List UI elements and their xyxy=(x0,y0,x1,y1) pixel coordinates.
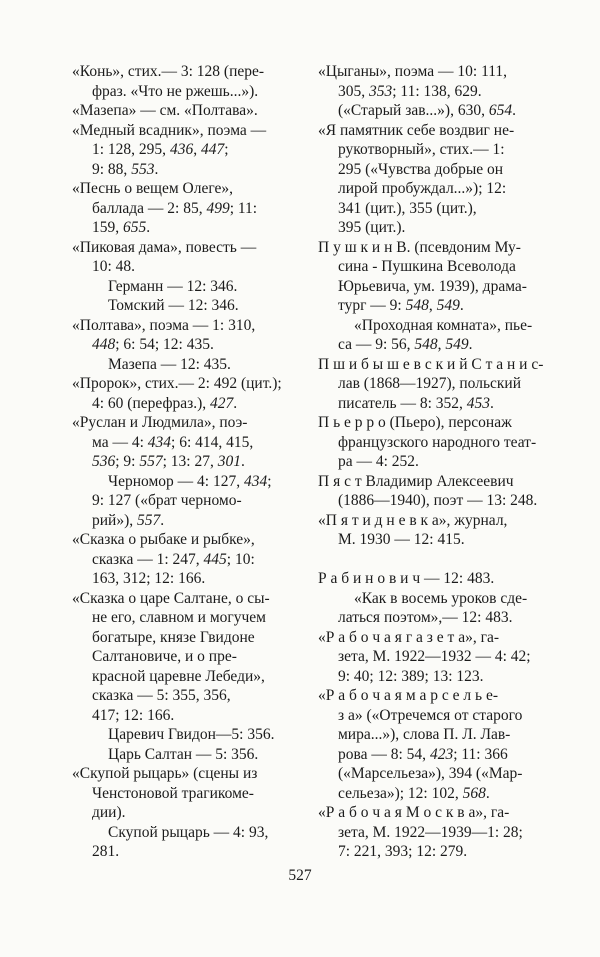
index-line: П ш и б ы ш е в с к и й С т а н и с- xyxy=(318,355,544,373)
index-line: «Сказка о царе Салтане, о сы- xyxy=(72,589,270,607)
index-line: 536; 9: 557; 13: 27, 301. xyxy=(92,453,245,470)
index-line: «Р а б о ч а я м а р с е л ь е- xyxy=(318,687,498,704)
index-line: 10: 48. xyxy=(92,258,136,275)
index-line: 448; 6: 54; 12: 435. xyxy=(92,336,214,353)
index-line: «Как в восемь уроков сде- xyxy=(354,589,528,607)
index-line: 163, 312; 12: 166. xyxy=(92,570,206,587)
index-line: «Р а б о ч а я г а з е т а», га- xyxy=(318,628,499,646)
index-line: «Цыганы», поэма — 10: 111, xyxy=(318,63,508,80)
index-line: Салтановиче, и о пре- xyxy=(92,648,237,665)
index-line: «Медный всадник», поэма — xyxy=(72,121,267,139)
index-line: 9: 40; 12: 389; 13: 123. xyxy=(338,667,484,685)
index-line: рий»), 557. xyxy=(92,511,165,529)
index-line: богатыре, князе Гвидоне xyxy=(92,628,255,646)
index-line: зета, М. 1922—1932 — 4: 42; xyxy=(338,648,531,665)
index-line: «Полтава», поэма — 1: 310, xyxy=(72,316,256,334)
index-line: 341 (цит.), 355 (цит.), xyxy=(338,199,477,217)
index-line: П у ш к и н В. (псевдоним Му- xyxy=(318,238,521,256)
index-line: 395 (цит.). xyxy=(338,219,406,236)
index-line: «Песнь о вещем Олеге», xyxy=(72,180,234,197)
index-line: Мазепа — 12: 435. xyxy=(108,355,231,373)
index-line: 159, 655. xyxy=(92,219,151,236)
index-line: «Р а б о ч а я М о с к в а», га- xyxy=(318,804,510,821)
index-line: красной царевне Лебеди», xyxy=(92,667,265,685)
index-line: «П я т и д н е в к а», журнал, xyxy=(318,511,508,529)
index-line: баллада — 2: 85, 499; 11: xyxy=(92,199,258,217)
index-line: (1886—1940), поэт — 13: 248. xyxy=(338,492,538,509)
index-line: дии). xyxy=(92,804,126,821)
index-line: 9: 127 («брат черномо- xyxy=(92,492,242,509)
index-line: з а» («Отречемся от старого xyxy=(338,706,523,724)
index-line: 9: 88, 553. xyxy=(92,160,159,178)
index-line: 4: 60 (перефраз.), 427. xyxy=(92,394,238,412)
index-line: лав (1868—1927), польский xyxy=(338,375,522,392)
index-line: сина - Пушкина Всеволода xyxy=(338,258,516,275)
left-column xyxy=(72,62,306,862)
index-line: сельеза»); 12: 102, 568. xyxy=(338,784,490,802)
index-line: П я с т Владимир Алексеевич xyxy=(318,472,514,490)
index-line: 305, 353; 11: 138, 629. xyxy=(338,82,482,100)
index-line: писатель — 8: 352, 453. xyxy=(338,394,494,412)
index-line: не его, славном и могучем xyxy=(92,609,266,626)
index-line: Царь Салтан — 5: 356. xyxy=(108,745,259,763)
index-line: лирой пробуждал...»); 12: xyxy=(338,180,507,197)
index-line: 1: 128, 295, 436, 447; xyxy=(92,141,229,158)
index-line: Ченстоновой трагикоме- xyxy=(92,784,254,802)
index-line: Томский — 12: 346. xyxy=(108,297,239,314)
index-line: «Пиковая дама», повесть — xyxy=(72,238,257,256)
index-columns xyxy=(72,62,600,862)
blank-line xyxy=(318,550,552,570)
index-line: Германн — 12: 346. xyxy=(108,277,238,295)
right-column xyxy=(318,62,552,862)
index-line: Царевич Гвидон—5: 356. xyxy=(108,726,275,743)
index-line: «Проходная комната», пье- xyxy=(354,316,533,334)
index-line: «Скупой рыцарь» (сцены из xyxy=(72,765,258,782)
index-line: М. 1930 — 12: 415. xyxy=(338,531,465,548)
index-line: Скупой рыцарь — 4: 93, xyxy=(108,823,269,841)
index-line: рукотворный», стих.— 1: xyxy=(338,141,505,158)
index-line: П ь е р р о (Пьеро), персонаж xyxy=(318,414,512,431)
index-line: тург — 9: 548, 549. xyxy=(338,297,464,314)
index-line: («Старый зав...»), 630, 654. xyxy=(338,102,516,119)
page-number: 527 xyxy=(288,866,312,884)
index-line: 7: 221, 393; 12: 279. xyxy=(338,843,468,860)
index-line: «Пророк», стих.— 2: 492 (цит.); xyxy=(72,375,282,392)
index-line: «Руслан и Людмила», поэ- xyxy=(72,414,248,431)
index-line: «Мазепа» — см. «Полтава». xyxy=(72,102,258,119)
index-line: «Конь», стих.— 3: 128 (пере- xyxy=(72,63,265,80)
index-line: «Сказка о рыбаке и рыбке», xyxy=(72,531,255,548)
index-line: Черномор — 4: 127, 434; xyxy=(108,472,272,490)
index-line: зета, М. 1922—1939—1: 28; xyxy=(338,823,523,841)
index-line: сказка — 1: 247, 445; 10: xyxy=(92,550,255,568)
index-line: «Я памятник себе воздвиг не- xyxy=(318,121,515,139)
index-line: рова — 8: 54, 423; 11: 366 xyxy=(338,745,508,763)
index-line: 295 («Чувства добрые он xyxy=(338,160,504,178)
index-line: 417; 12: 166. xyxy=(92,706,175,724)
index-line: мира...»), слова П. Л. Лав- xyxy=(338,726,511,743)
index-line: французского народного теат- xyxy=(338,433,537,451)
index-line: ра — 4: 252. xyxy=(338,453,419,470)
index-line: са — 9: 56, 548, 549. xyxy=(338,336,473,353)
index-line: сказка — 5: 355, 356, xyxy=(92,687,231,704)
index-line: фраз. «Что не ржешь...»). xyxy=(92,82,259,100)
index-line: Юрьевича, ум. 1939), драма- xyxy=(338,277,527,295)
index-line: латься поэтом»,— 12: 483. xyxy=(338,609,513,626)
index-line: Р а б и н о в и ч — 12: 483. xyxy=(318,570,495,587)
index-line: ма — 4: 434; 6: 414, 415, xyxy=(92,433,254,451)
index-line: 281. xyxy=(92,843,120,860)
index-line: («Марсельеза»), 394 («Мар- xyxy=(338,765,523,782)
